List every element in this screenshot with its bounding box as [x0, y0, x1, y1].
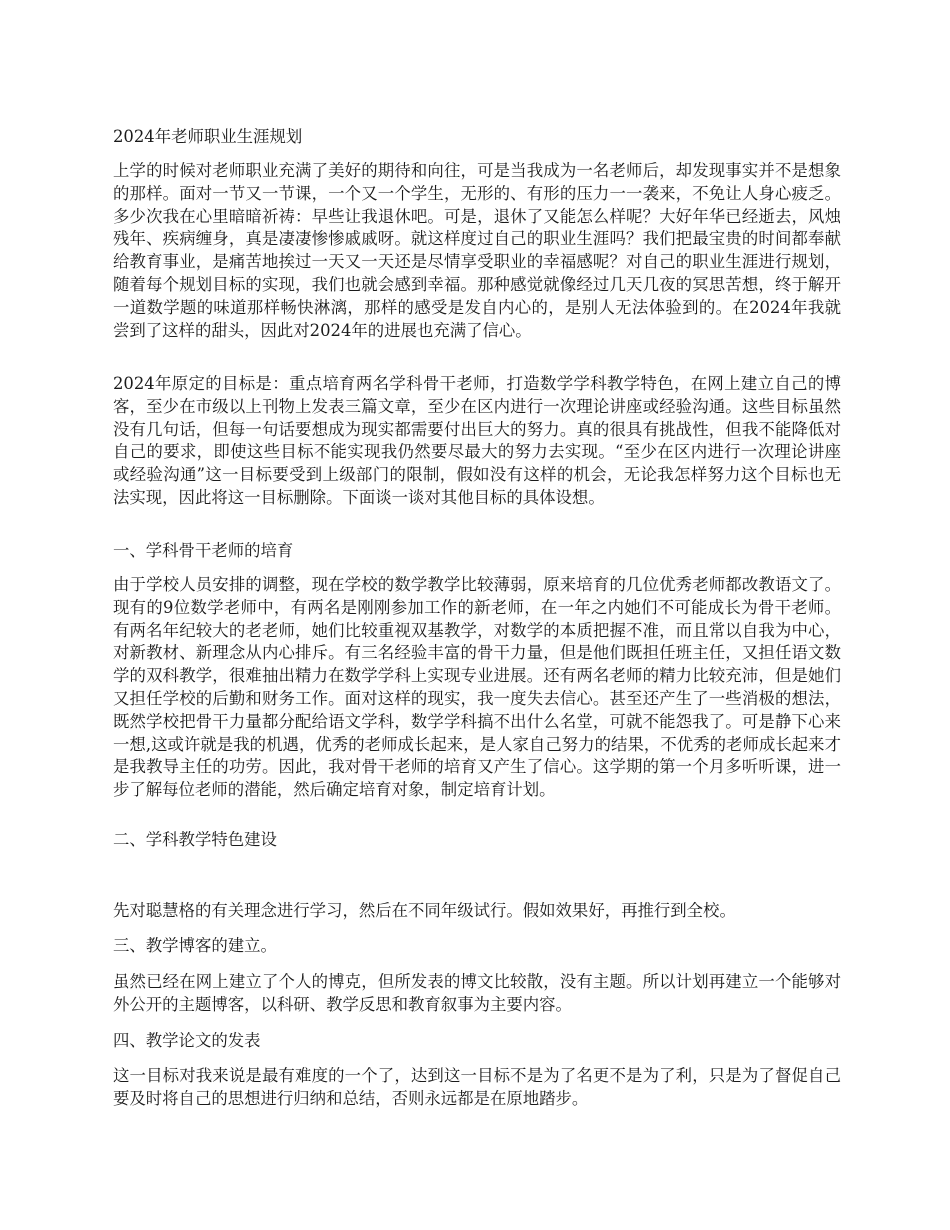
paragraph-teaching-features: 先对聪慧格的有关理念进行学习，然后在不同年级试行。假如效果好，再推行到全校。 [113, 901, 736, 920]
section-heading-teaching-features: 二、学科教学特色建设 [113, 830, 277, 849]
section-heading-backbone-teachers: 一、学科骨干老师的培育 [113, 541, 294, 560]
paragraph-papers: 这一目标对我来说是最有难度的一个了，达到这一目标不是为了名更不是为了利，只是为了督促自己要及时将自己的思想进行归纳和总结，否则永远都是在原地踏步。 [113, 1066, 841, 1108]
paragraph-intro: 上学的时候对老师职业充满了美好的期待和向往，可是当我成为一名老师后，却发现事实并不是想象的那样。面对一节又一节课，一个又一个学生，无形的、有形的压力一一袭来，不免让人身心疲乏。多少次我在心里暗暗祈祷：早些让我退休吧。可是，退休了又能怎么样呢？大好年华已经逝去，风烛残年、疾病缠身，真是凄凄惨惨戚戚呀。就这样度过自己的职业生涯吗？我们把最宝贵的时间都奉献给教育事业，是痛苦地挨过一天又一天还是尽情享受职业的幸福感呢？对自己的职业生涯进行规划，随着每个规划目标的实现，我们也就会感到幸福。那种感觉就像经过几天几夜的冥思苦想，终于解开一道数学题的味道那样畅快淋漓，那样的感受是发自内心的，是别人无法体验到的。在2024年我就尝到了这样的甜头，因此对2024年的进展也充满了信心。 [113, 161, 841, 340]
section-heading-blog: 三、教学博客的建立。 [113, 936, 277, 955]
section-heading-papers: 四、教学论文的发表 [113, 1031, 261, 1050]
paragraph-goals: 2024年原定的目标是：重点培育两名学科骨干老师，打造数学学科教学特色，在网上建立自己的博客，至少在市级以上刊物上发表三篇文章，至少在区内进行一次理论讲座或经验沟通。这些目标虽然没有几句话，但每一句话要想成为现实都需要付出巨大的努力。真的很具有挑战性，但我不能降低对自己的要求，即使这些目标不能实现我仍然要尽最大的努力去实现。“至少在区内进行一次理论讲座或经验沟通”这一目标要受到上级部门的限制，假如没有这样的机会，无论我怎样努力这个目标也无法实现，因此将这一目标删除。下面谈一谈对其他目标的具体设想。 [113, 374, 841, 507]
paragraph-backbone-teachers: 由于学校人员安排的调整，现在学校的数学教学比较薄弱，原来培育的几位优秀老师都改教语文了。现有的9位数学老师中，有两名是刚刚参加工作的新老师，在一年之内她们不可能成长为骨干老师。有两名年纪较大的老老师，她们比较重视双基教学，对数学的本质把握不准，而且常以自我为中心，对新教材、新理念从内心排斥。有三名经验丰富的骨干力量，但是他们既担任班主任，又担任语文数学的双科教学，很难抽出精力在数学学科上实现专业进展。还有两名老师的精力比较充沛，但是她们又担任学校的后勤和财务工作。面对这样的现实，我一度失去信心。甚至还产生了一些消极的想法，既然学校把骨干力量都分配给语文学科，数学学科搞不出什么名堂，可就不能怨我了。可是静下心来一想,这或许就是我的机遇，优秀的老师成长起来，是人家自己努力的结果，不优秀的老师成长起来才是我教导主任的功劳。因此，我对骨干老师的培育又产生了信心。这学期的第一个月多听听课，进一步了解每位老师的潜能，然后确定培育对象，制定培育计划。 [113, 575, 841, 800]
paragraph-blog: 虽然已经在网上建立了个人的博克，但所发表的博文比较散，没有主题。所以计划再建立一个能够对外公开的主题博客，以科研、教学反思和教育叙事为主要内容。 [113, 972, 841, 1014]
document-title: 2024年老师职业生涯规划 [113, 127, 303, 146]
